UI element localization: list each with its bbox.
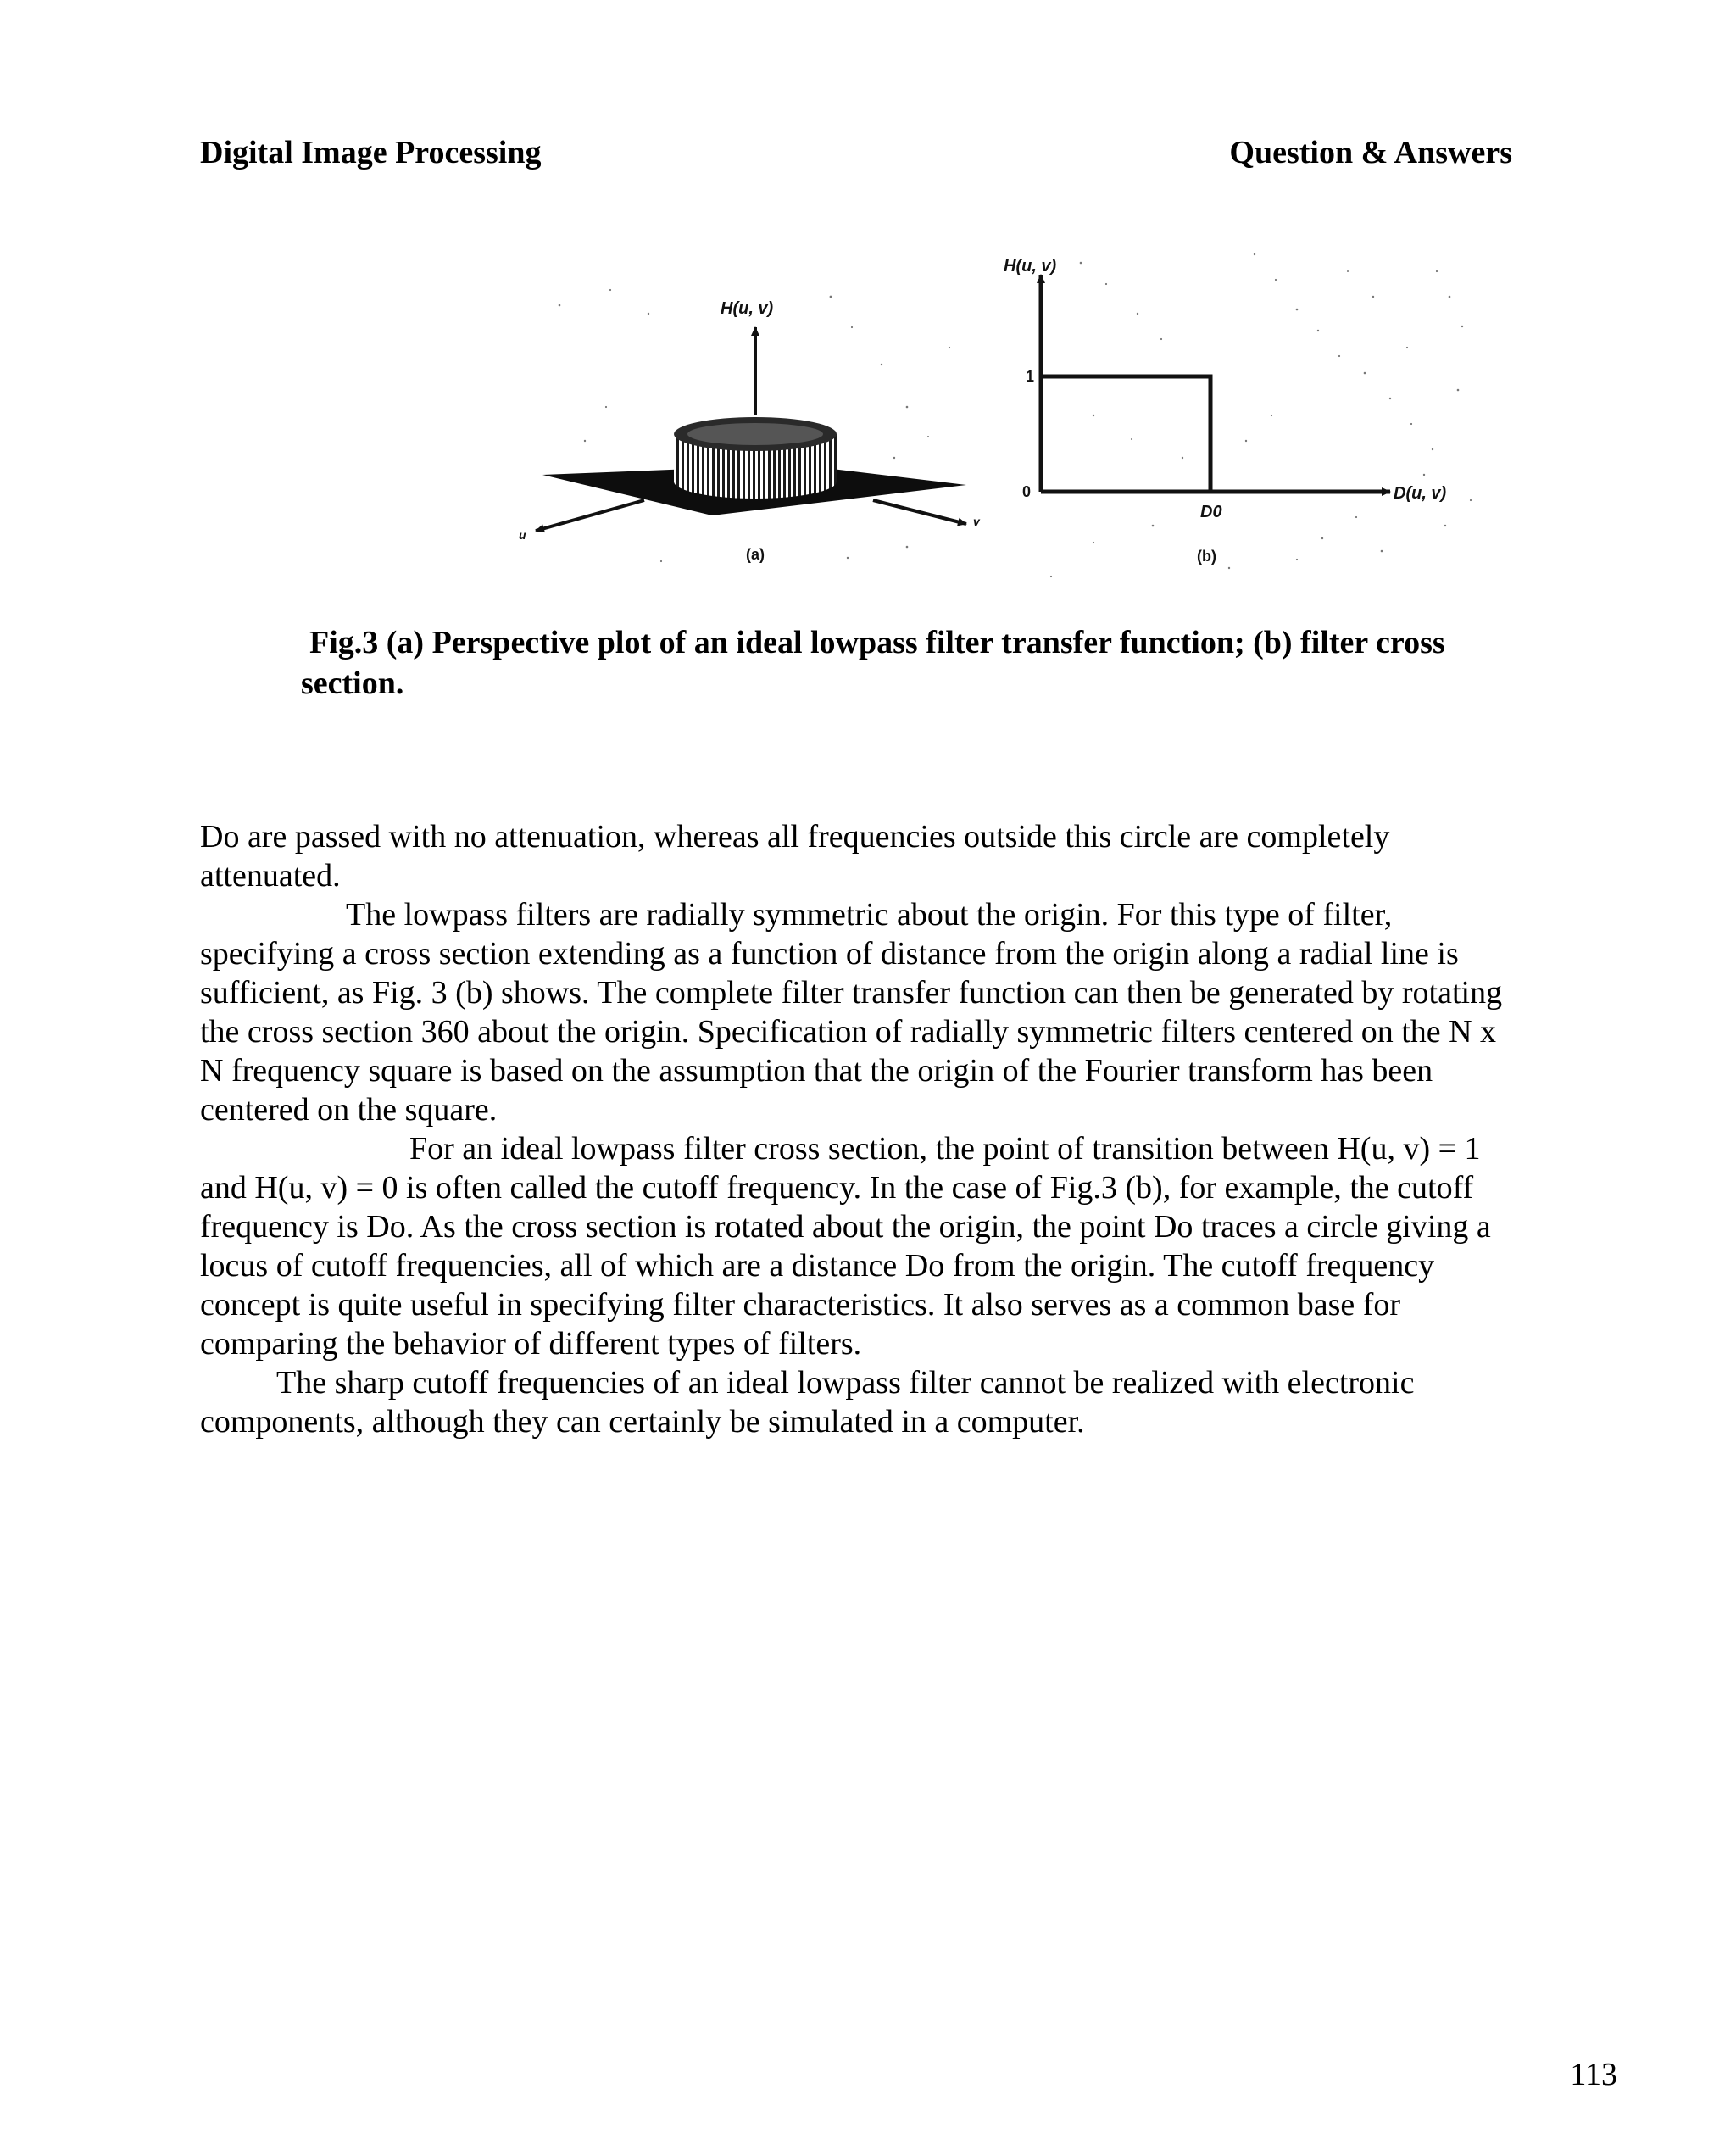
paragraph-3: For an ideal lowpass filter cross section, the point of transition between H(u, v) = 1 and H(u, v) = 0 is often called the cutoff frequency. In the case of Fig.3 (b), for example, the cutoff frequency is Do. As the cross section is rotated about the origin, the point Do traces a circle giving a locus of cutoff frequencies, all of which are a distance Do from the origin. The cutoff frequency concept is quite useful in specifying filter characteristics. It also serves as a common base for comparing the behavior of different types of filters. xyxy=(200,1131,1491,1362)
tick-zero: 0 xyxy=(1022,483,1032,500)
x-axis-label: D(u, v) xyxy=(1394,484,1447,503)
y-axis-label: H(u, v) xyxy=(1004,257,1057,276)
panel-a-label: (a) xyxy=(746,546,765,563)
figure-caption xyxy=(301,622,1538,704)
ideal-filter-profile xyxy=(1041,376,1210,492)
caption-line-1: Fig.3 (a) Perspective plot of an ideal lowpass filter transfer function; (b) filter cross xyxy=(309,625,1445,660)
h-axis-label: H(u, v) xyxy=(721,299,774,318)
v-axis-label: v xyxy=(973,515,980,528)
page-number: 113 xyxy=(1570,2057,1617,2092)
paragraph-1: Do are passed with no attenuation, whereas all frequencies outside this circle are completely attenuated. xyxy=(200,819,1390,894)
caption-line-2: section. xyxy=(301,666,404,701)
u-axis-arrow xyxy=(536,500,644,531)
u-axis-label: u xyxy=(519,528,526,542)
header-title: Digital Image Processing xyxy=(200,135,542,170)
cutoff-label: D0 xyxy=(1200,503,1222,521)
v-axis-arrow xyxy=(873,500,966,524)
panel-b xyxy=(1004,257,1447,565)
body-text xyxy=(200,817,1522,1441)
scan-noise xyxy=(559,253,1472,577)
header-section: Question & Answers xyxy=(1229,135,1512,170)
paragraph-4: The sharp cutoff frequencies of an ideal lowpass filter cannot be realized with electronic components, although they can certainly be simulated in a computer. xyxy=(200,1365,1415,1440)
paragraph-2: The lowpass filters are radially symmetric about the origin. For this type of filter, specifying a cross section extending as a function of distance from the origin along a radial line is sufficient, as Fig. 3 (b) shows. The complete filter transfer function can then be generated by rotating the cross section 360 about the origin. Specification of radially symmetric filters centered on the N x N frequency square is based on the assumption that the origin of the Fourier transform has been centered on the square. xyxy=(200,897,1503,1128)
panel-b-label: (b) xyxy=(1197,548,1216,565)
panel-a xyxy=(519,299,981,563)
filter-figure-svg xyxy=(509,246,1483,610)
figure-3 xyxy=(509,246,1483,610)
tick-one: 1 xyxy=(1026,368,1035,385)
